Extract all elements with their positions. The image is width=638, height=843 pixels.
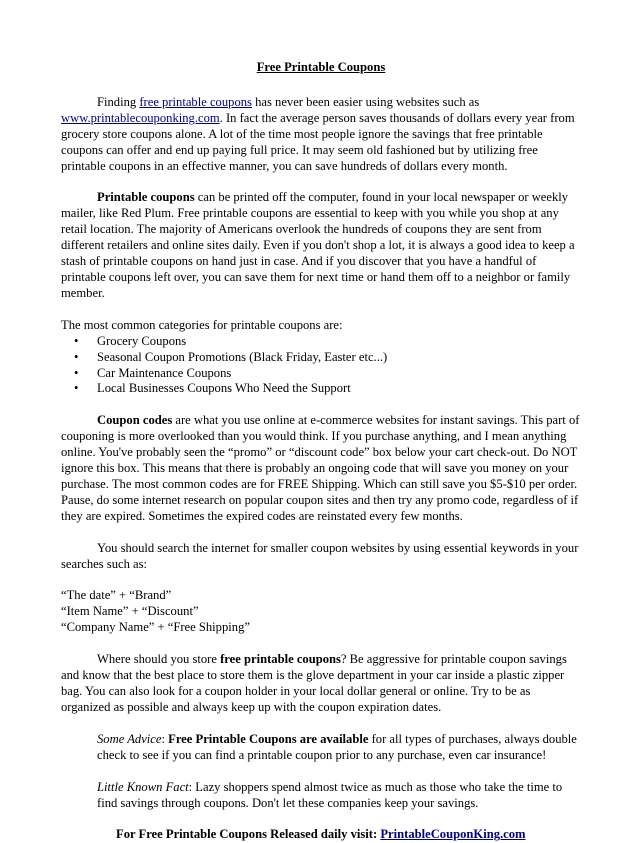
fact-label: Little Known Fact (97, 779, 189, 794)
advice-text: for all types of purchases, always double check to see if you can find a printable coupon prior to any purchase, even car insurance! (97, 731, 577, 762)
storage-bold: free printable coupons (220, 652, 341, 667)
footer-text: For Free Printable Coupons Released daily visit: (116, 827, 381, 842)
free-printable-coupons-link[interactable]: free printable coupons (139, 94, 252, 109)
search-example: “The date” + “Brand” (61, 588, 172, 603)
list-item-label: Seasonal Coupon Promotions (Black Friday, Easter etc...) (97, 349, 388, 364)
footer-line (61, 827, 581, 843)
fact-text: : Lazy shoppers spend almost twice as much as those who take the time to find savings through coupons. Don't let these companies keep your savings. (97, 779, 563, 810)
storage-paragraph (61, 652, 581, 716)
intro-text-3: . In fact the average person saves thousands of dollars every year from grocery store coupons alone. A lot of the time most people ignore the savings that free printable coupons can offer and end up paying full price. It may seem old fashioned but by utilizing free printable coupons in an effective manner, you can save hundreds of dollars every month. (61, 110, 575, 173)
search-paragraph: You should search the internet for smaller coupon websites by using essential keywords in your searches such as: (61, 540, 579, 571)
intro-text-1: Finding (97, 94, 140, 109)
categories-list (61, 334, 581, 398)
document-title: Free Printable Coupons (256, 60, 386, 74)
search-example: “Company Name” + “Free Shipping” (61, 620, 250, 635)
intro-paragraph (61, 95, 581, 175)
storage-text-1: Where should you store (97, 652, 221, 667)
list-intro: The most common categories for printable coupons are: (61, 317, 343, 332)
coupon-codes-paragraph (61, 413, 581, 524)
coupon-codes-text: are what you use online at e-commerce websites for instant savings. This part of couponing is more overlooked than you would think. If you purchase anything, and I mean anything online. You've probably seen the “promo” or “discount code” box below your cart check-out. Do NOT ignore this box. This means that there is probably an ongoing code that will save you money on your purchase. The most common codes are for FREE Shipping. Which can still save you $5-$10 per order. Pause, do some internet research on popular coupon sites and then try any promo code, regardless of if they are expired. Sometimes the expired codes are reinstated every few months. (61, 413, 580, 523)
coupon-codes-bold: Coupon codes (97, 413, 173, 428)
search-examples (61, 588, 581, 636)
printable-coupons-text: can be printed off the computer, found in your local newspaper or weekly mailer, like Red Plum. Free printable coupons are essential to keep with you while you shop at any retail location. The majority of Americans overlook the hundreds of coupons they are sent from different retailers and online sites daily. Even if you don't shop a lot, it is always a good idea to keep a stash of printable coupons on hand just in case. And if you discover that you have a handful of printable coupons left over, you can save them for next time or hand them off to a neighbor or family member. (61, 190, 575, 300)
search-example: “Item Name” + “Discount” (61, 604, 199, 619)
bullet-icon: • (74, 381, 79, 396)
advice-label: Some Advice (97, 731, 162, 746)
footer-link[interactable]: PrintableCouponKing.com (380, 827, 526, 842)
printable-coupons-paragraph (61, 190, 581, 301)
advice-colon: : (161, 731, 169, 746)
list-item (61, 381, 581, 397)
storage-text-2: ? Be aggressive for printable coupon savings and know that the best place to store them is the glove department in your car inside a plastic zipper bag. You can also look for a coupon holder in your local dollar general or online. Try to be as organized as possible and always keep up with the coupon expiration dates. (61, 652, 567, 714)
bullet-icon: • (74, 333, 79, 348)
list-item (61, 366, 581, 382)
document-page (61, 56, 581, 843)
advice-bold: Free Printable Coupons are available (168, 731, 369, 746)
intro-text-2: has never been easier using websites such as (251, 94, 480, 109)
list-item (61, 350, 581, 366)
list-item-label: Grocery Coupons (97, 333, 187, 348)
bullet-icon: • (74, 349, 79, 364)
printable-coupons-bold: Printable coupons (97, 190, 195, 205)
fact-paragraph (61, 780, 581, 812)
bullet-icon: • (74, 365, 79, 380)
list-item-label: Car Maintenance Coupons (97, 365, 232, 380)
advice-paragraph (61, 732, 581, 764)
list-item-label: Local Businesses Coupons Who Need the Support (97, 381, 351, 396)
printablecouponking-link[interactable]: www.printablecouponking.com (61, 110, 220, 125)
list-item (61, 334, 581, 350)
